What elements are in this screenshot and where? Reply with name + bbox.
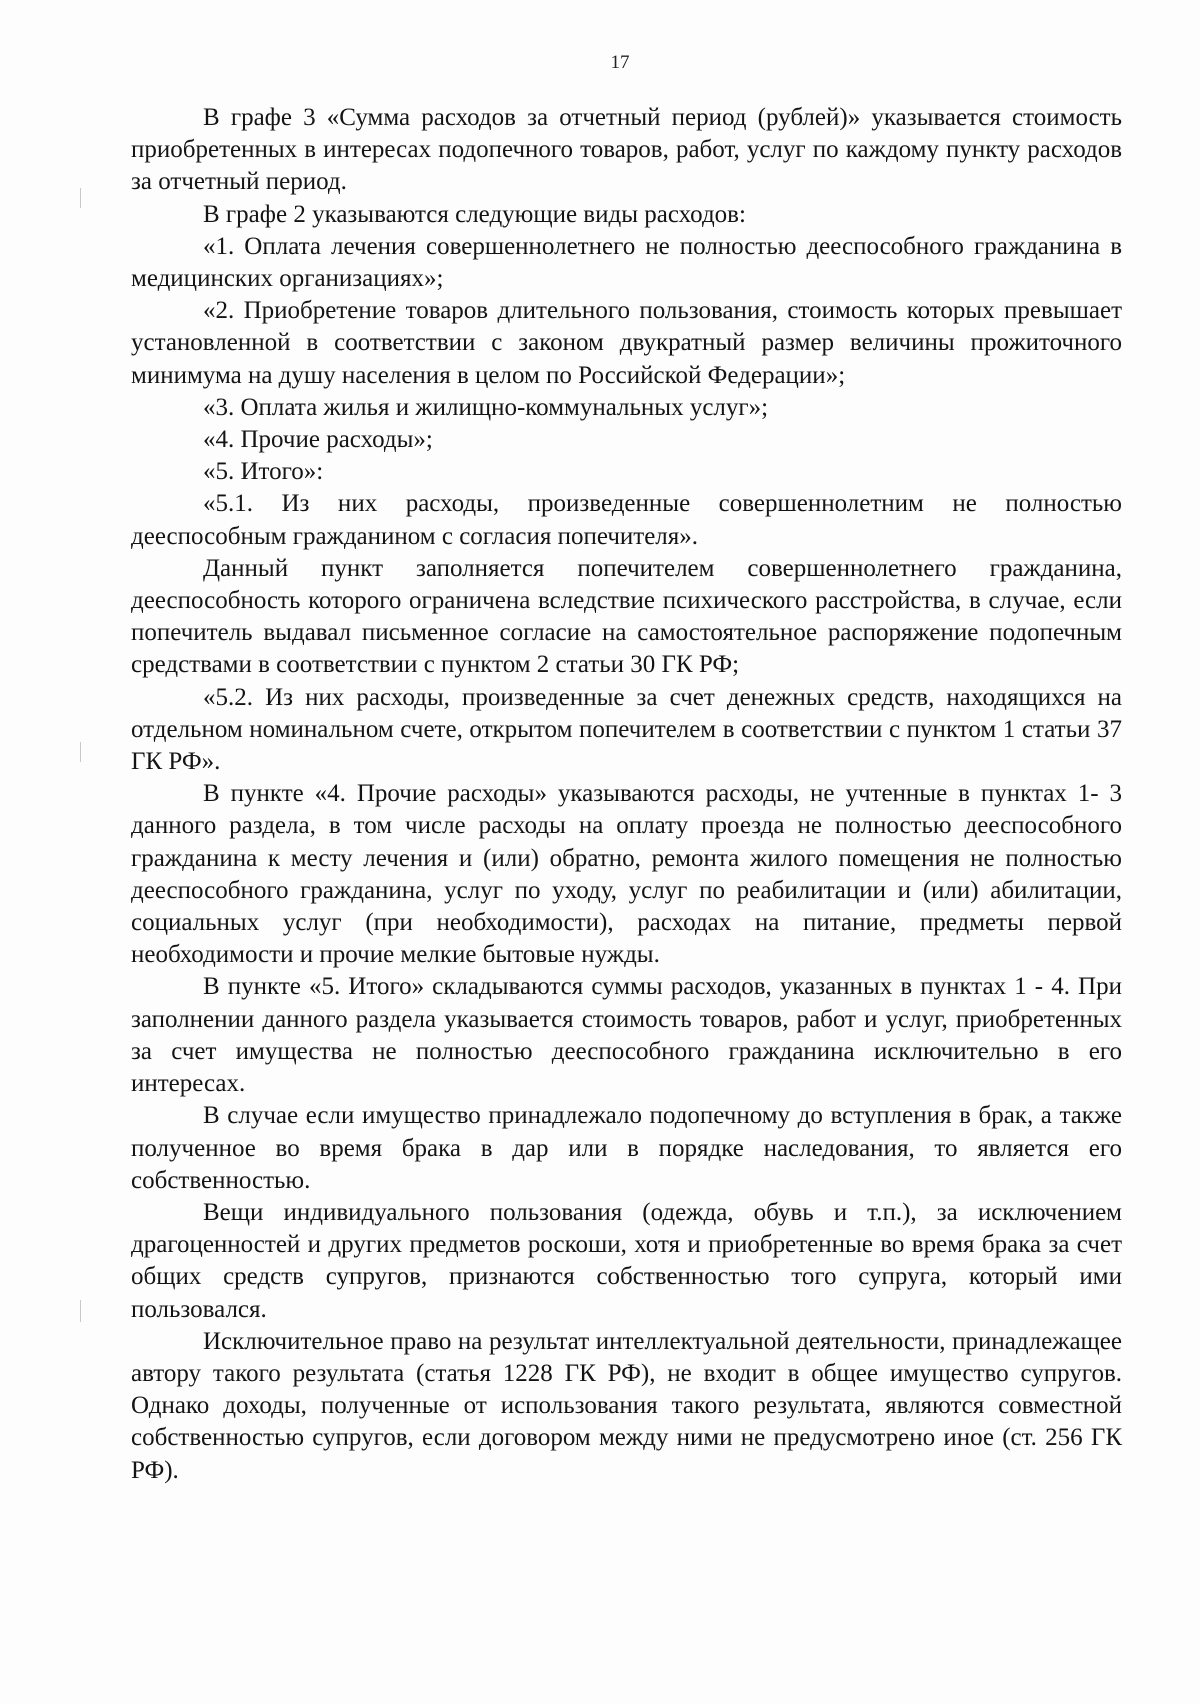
- scan-margin-mark: [80, 1300, 81, 1322]
- document-body: [131, 102, 1122, 1487]
- paragraph: «2. Приобретение товаров длительного пользования, стоимость которых превышает установленной в соответствии с законом двукратный размер величины прожиточного минимума на душу населения в целом по Российской Федерации»;: [131, 297, 1122, 389]
- paragraph: Вещи индивидуального пользования (одежда, обувь и т.п.), за исключением драгоценностей и других предметов роскоши, хотя и приобретенные во время брака за счет общих средств супругов, признаются собственностью того супруга, который ими пользовался.: [131, 1198, 1122, 1323]
- paragraph: В графе 2 указываются следующие виды расходов:: [203, 200, 746, 228]
- paragraph: В пункте «5. Итого» складываются суммы расходов, указанных в пунктах 1 - 4. При заполнении данного раздела указывается стоимость товаров, работ и услуг, приобретенных за счет имущества не полностью дееспособного гражданина исключительно в его интересах.: [131, 973, 1122, 1098]
- paragraph: Данный пункт заполняется попечителем совершеннолетнего гражданина, дееспособность которого ограничена вследствие психического расстройства, в случае, если попечитель выдавал письменное согласие на самостоятельное распоряжение подопечным средствами в соответствии с пунктом 2 статьи 30 ГК РФ;: [131, 554, 1122, 679]
- paragraph: «3. Оплата жилья и жилищно-коммунальных услуг»;: [203, 393, 769, 421]
- paragraph: В пункте «4. Прочие расходы» указываются расходы, не учтенные в пунктах 1- 3 данного раздела, в том числе расходы на оплату проезда не полностью дееспособного гражданина к месту лечения и (или) обратно, ремонта жилого помещения не полностью дееспособного гражданина, услуг по уходу, услуг по реабилитации и (или) абилитации, социальных услуг (при необходимости), расходах на питание, предметы первой необходимости и прочие мелкие бытовые нужды.: [131, 780, 1122, 969]
- paragraph: «1. Оплата лечения совершеннолетнего не полностью дееспособного гражданина в медицинских организациях»;: [131, 232, 1122, 293]
- paragraph: Исключительное право на результат интеллектуальной деятельности, принадлежащее автору такого результата (статья 1228 ГК РФ), не входит в общее имущество супругов. Однако доходы, полученные от использования такого результата, являются совместной собственностью супругов, если договором между ними не предусмотрено иное (ст. 256 ГК РФ).: [131, 1327, 1122, 1484]
- scan-margin-mark: [80, 742, 81, 762]
- paragraph: «4. Прочие расходы»;: [203, 426, 433, 454]
- paragraph: «5.1. Из них расходы, произведенные совершеннолетним не полностью дееспособным гражданином с согласия попечителя».: [131, 490, 1122, 550]
- paragraph: В случае если имущество принадлежало подопечному до вступления в брак, а также полученное во время брака в дар или в порядке наследования, то является его собственностью.: [131, 1102, 1122, 1194]
- page-number: 17: [610, 52, 630, 73]
- scan-margin-mark: [80, 188, 81, 208]
- paragraph: В графе 3 «Сумма расходов за отчетный период (рублей)» указывается стоимость приобретенных в интересах подопечного товаров, работ, услуг по каждому пункту расходов за отчетный период.: [131, 104, 1122, 196]
- paragraph: «5.2. Из них расходы, произведенные за счет денежных средств, находящихся на отдельном номинальном счете, открытом попечителем в соответствии с пунктом 1 статьи 37 ГК РФ».: [131, 683, 1122, 776]
- paragraph: «5. Итого»:: [203, 458, 324, 486]
